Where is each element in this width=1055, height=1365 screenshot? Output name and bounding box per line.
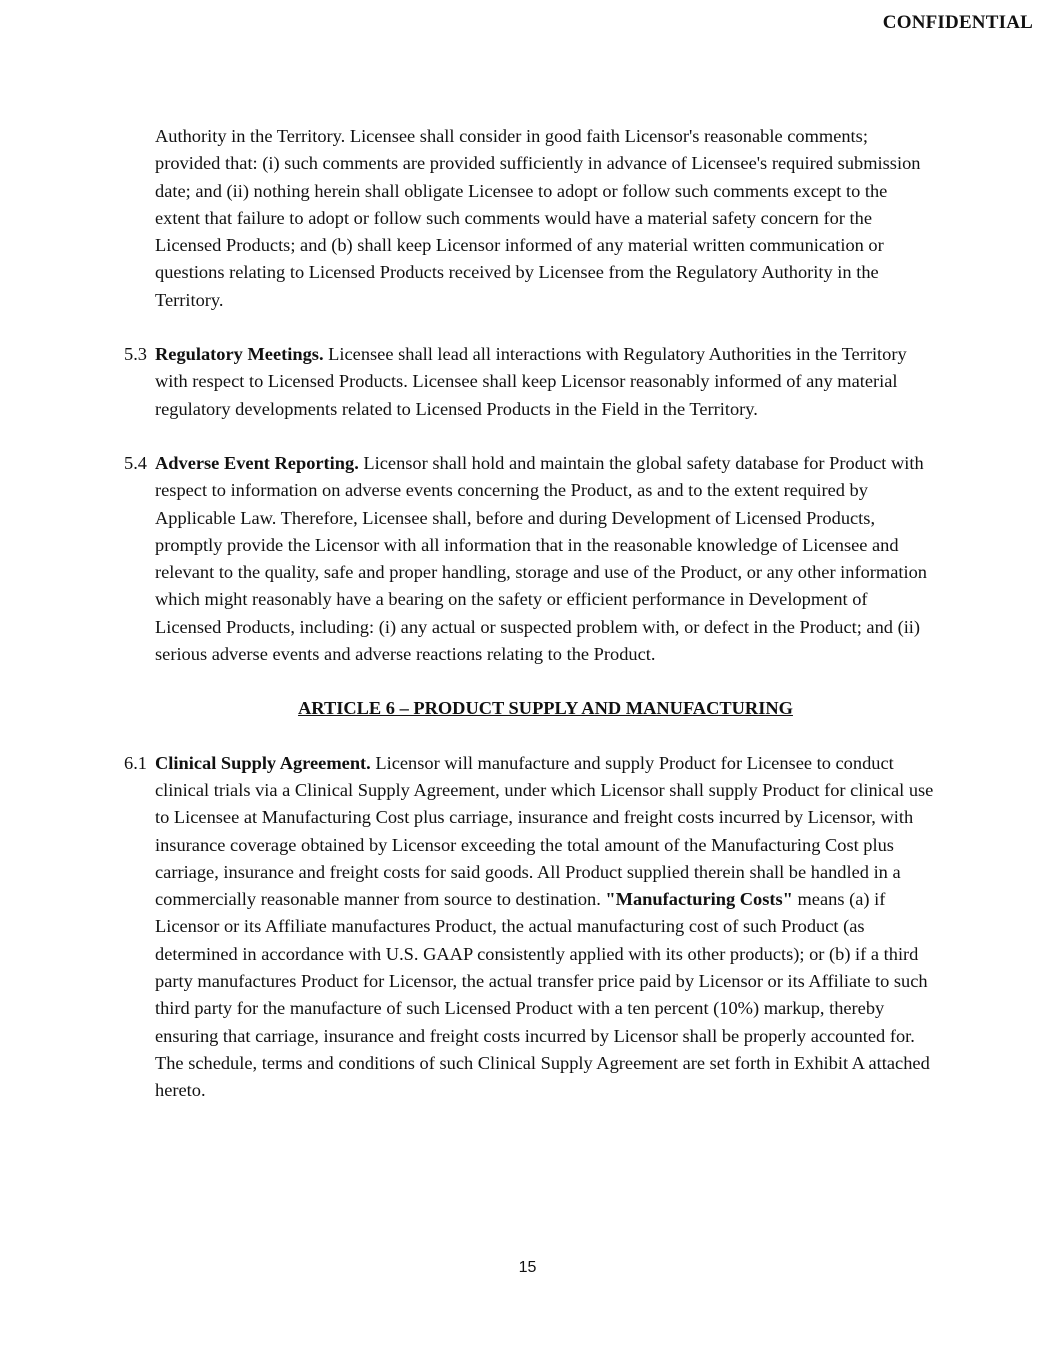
section-text: Licensor shall hold and maintain the global safety database for Product with respect to information on adverse events concerning the Product, as and to the extent required by Applicable Law. Therefore, Licensee shall, before and during Development of Licensed Products, promptly provide the Licensor with all information that in the reasonable knowledge of Licensee and relevant to the quality, safe and proper handling, storage and use of the Product, or any other information which might reasonably have a bearing on the safety or efficient performance in Development of Licensed Products, including: (i) any actual or suspected problem with, or defect in the Product; and (ii) serious adverse events and adverse reactions relating to the Product. (155, 452, 928, 665)
section-5-3 (124, 341, 936, 423)
section-number: 6.1 (124, 752, 147, 773)
section-number: 5.4 (124, 452, 147, 473)
section-title: Adverse Event Reporting. (155, 452, 359, 473)
document-body (124, 123, 936, 1105)
section-text: Licensor will manufacture and supply Product for Licensee to conduct clinical trials via a Clinical Supply Agreement, under which Licensor shall supply Product for clinical use to Licensee at Manufacturing Cost plus carriage, insurance and freight costs incurred by Licensor, with insurance coverage obtained by Licensor exceeding the total amount of the Manufacturing Cost plus carriage, insurance and freight costs for said goods. All Product supplied therein shall be handled in a commercially reasonable manner from source to destination. (155, 752, 934, 910)
page-number: 15 (518, 1259, 537, 1276)
section-number: 5.3 (124, 344, 147, 365)
section-5-4 (124, 450, 936, 668)
confidential-header: CONFIDENTIAL (882, 12, 1033, 33)
section-6-1 (124, 750, 936, 1105)
section-text-continued: means (a) if Licensor or its Affiliate manufactures Product, the actual manufacturing cost of such Product (as determined in accordance with U.S. GAAP consistently applied with its other products); or (b) if a third party manufactures Product for Licensor, the actual transfer price paid by Licensor or its Affiliate to such third party for the manufacture of such Licensed Product with a ten percent (10%) markup, thereby ensuring that carriage, insurance and freight costs incurred by Licensor shall be properly accounted for. The schedule, terms and conditions of such Clinical Supply Agreement are set forth in Exhibit A attached hereto. (155, 889, 930, 1101)
continuation-paragraph: Authority in the Territory. Licensee shall consider in good faith Licensor's reasonable comments; provided that: (i) such comments are provided sufficiently in advance of Licensee's required submission date; and (ii) nothing herein shall obligate Licensee to adopt or follow such comments except to the extent that failure to adopt or follow such comments would have a material safety concern for the Licensed Products; and (b) shall keep Licensor informed of any material written communication or questions relating to Licensed Products received by Licensee from the Regulatory Authority in the Territory. (155, 126, 921, 310)
section-title: Clinical Supply Agreement. (155, 752, 371, 773)
defined-term: "Manufacturing Costs" (605, 889, 793, 910)
section-text: Licensee shall lead all interactions with Regulatory Authorities in the Territory with respect to Licensed Products. Licensee shall keep Licensor reasonably informed of any material regulatory developments related to Licensed Products in the Field in the Territory. (155, 344, 907, 419)
article-6-heading: ARTICLE 6 – PRODUCT SUPPLY AND MANUFACTURING (298, 698, 793, 719)
section-title: Regulatory Meetings. (155, 344, 324, 365)
